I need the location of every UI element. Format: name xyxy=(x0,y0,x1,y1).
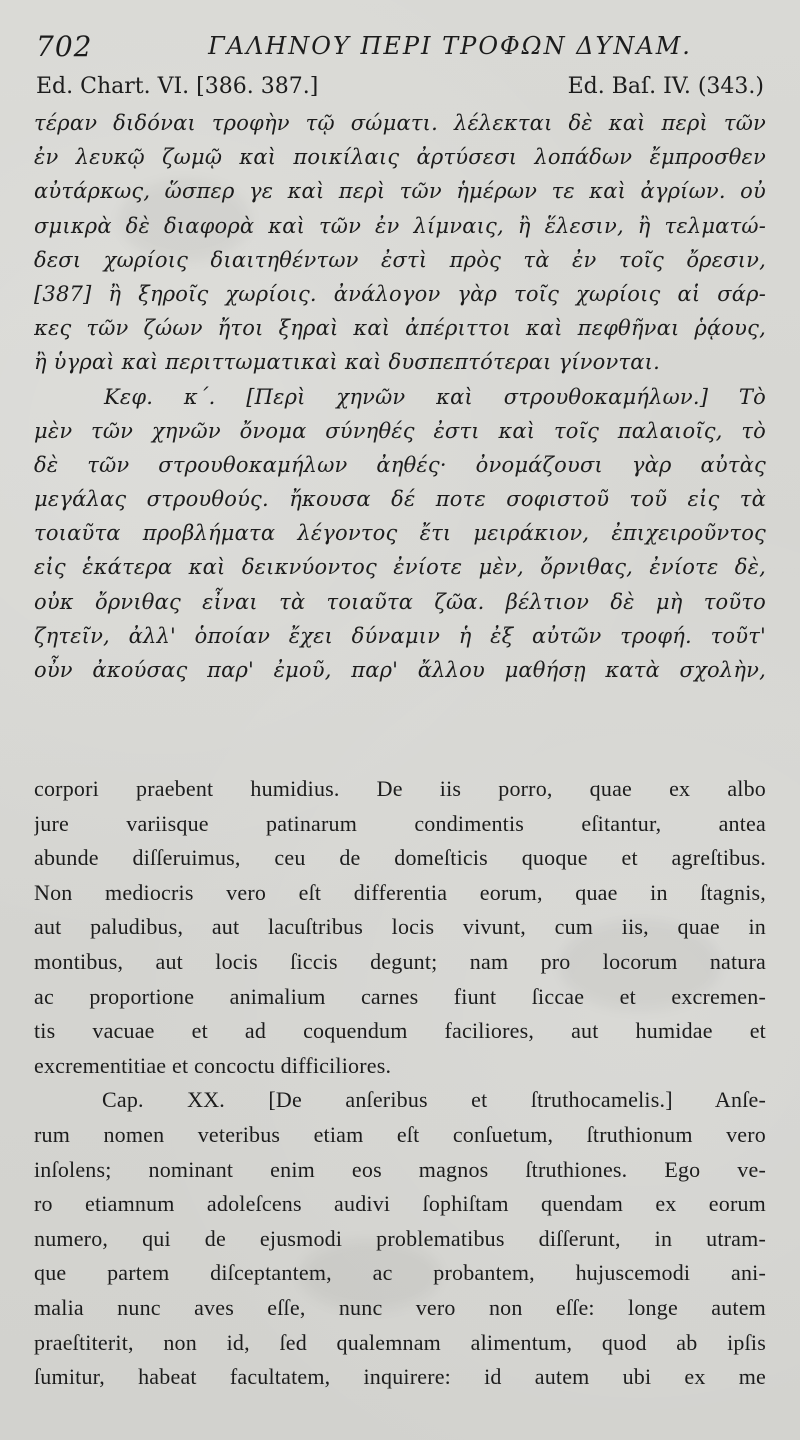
running-head xyxy=(36,26,764,66)
greek-text-line: δεσι χωρίοις διαιτηθέντων ἐστὶ πρὸς τὰ ἐν τοῖς ὄρεσιν, xyxy=(34,247,766,272)
greek-text-line: ἐν λευκῷ ζωμῷ καὶ ποικίλαις ἀρτύσεσι λοπάδων ἔμπροσθεν xyxy=(34,145,766,170)
latin-text-line: aut paludibus, aut lacuſtribus locis vivunt, cum iis, quae in xyxy=(34,914,766,940)
latin-text-line: rum nomen veteribus etiam eſt conſuetum, ſtruthionum vero xyxy=(34,1121,766,1147)
greek-text-line: οὖν ἀκούσας παρ' ἐμοῦ, παρ' ἄλλου μαθήσῃ κατὰ σχολὴν, xyxy=(34,658,766,682)
greek-text-line: δὲ τῶν στρουθοκαμήλων ἀηθές· ὀνομάζουσι γὰρ αὐτὰς xyxy=(34,452,766,477)
greek-text-line: ἢ ὑγραὶ καὶ περιττωματικαὶ καὶ δυσπεπτότεραι γίνονται. xyxy=(34,350,660,375)
greek-text-block xyxy=(34,106,766,687)
greek-text-line: μὲν τῶν χηνῶν ὄνομα σύνηθές ἐστι καὶ τοῖς παλαιοῖς, τὸ xyxy=(34,418,766,443)
greek-text-line: εἰς ἑκάτερα καὶ δεικνύοντος ἐνίοτε μὲν, ὄρνιθας, ἐνίοτε δὲ, xyxy=(34,555,766,580)
greek-text-line: τοιαῦτα προβλήματα λέγοντος ἔτι μειράκιον, ἐπιχειροῦντος xyxy=(34,521,766,546)
latin-text-line: Non mediocris vero eſt differentia eorum, quae in ſtagnis, xyxy=(34,879,766,905)
latin-chapter-heading-line: Cap. XX. [De anſeribus et ſtruthocamelis.] Anſe- xyxy=(102,1087,766,1113)
latin-text-line: malia nunc aves eſſe, nunc vero non eſſe: longe autem xyxy=(34,1294,766,1320)
greek-text-line: [387] ἢ ξηροῖς χωρίοις. ἀνάλογον γὰρ τοῖς χωρίοις αἱ σάρ- xyxy=(34,281,766,306)
latin-text-line: montibus, aut locis ſiccis degunt; nam pro locorum natura xyxy=(34,948,766,974)
latin-text-line: excrementitiae et concoctu difficiliores. xyxy=(34,1052,392,1078)
latin-text-block xyxy=(34,772,766,1395)
greek-text-line: μεγάλας στρουθούς. ἤκουσα δέ ποτε σοφιστοῦ τοῦ εἰς τὰ xyxy=(34,487,766,512)
greek-running-title: ΓΑΛΗΝΟΥ ΠΕΡΙ ΤΡΟΦΩΝ ΔΥΝΑΜ. xyxy=(208,32,692,60)
latin-text-line: abunde diſſeruimus, ceu de domeſticis quoque et agreſtibus. xyxy=(34,845,766,871)
latin-text-line: praeſtiterit, non id, ſed qualemnam alimentum, quod ab ipſis xyxy=(34,1329,766,1355)
latin-text-line: jure variisque patinarum condimentis eſitantur, antea xyxy=(34,810,766,836)
latin-text-line: ro etiamnum adoleſcens audivi ſophiſtam quendam ex eorum xyxy=(34,1191,766,1217)
edition-basel-reference: Ed. Baſ. IV. (343.) xyxy=(567,74,764,99)
edition-chart-reference: Ed. Chart. VI. [386. 387.] xyxy=(36,74,319,99)
latin-text-line: corpori praebent humidius. De iis porro, quae ex albo xyxy=(34,776,766,801)
greek-text-line: αὐτάρκως, ὥσπερ γε καὶ περὶ τῶν ἡμέρων τε καὶ ἀγρίων. οὐ xyxy=(34,179,766,204)
edition-reference-line xyxy=(36,74,764,104)
greek-chapter-heading-line: Κεφ. κ΄. [Περὶ χηνῶν καὶ στρουθοκαμήλων.] Τὸ xyxy=(104,384,766,409)
page-number: 702 xyxy=(36,30,93,63)
latin-text-line: inſolens; nominant enim eos magnos ſtruthiones. Ego ve- xyxy=(34,1156,766,1182)
greek-text-line: κες τῶν ζώων ἤτοι ξηραὶ καὶ ἀπέριττοι καὶ πεφθῆναι ῥᾴους, xyxy=(34,316,766,341)
latin-text-line: ſumitur, habeat facultatem, inquirere: id autem ubi ex me xyxy=(34,1364,766,1390)
latin-text-line: numero, qui de ejusmodi problematibus diſſerunt, in utram- xyxy=(34,1225,766,1251)
latin-text-line: que partem diſceptantem, ac probantem, hujuscemodi ani- xyxy=(34,1260,766,1286)
latin-text-line: ac proportione animalium carnes fiunt ſiccae et excremen- xyxy=(34,983,766,1009)
greek-text-line: ζητεῖν, ἀλλ' ὁποίαν ἔχει δύναμιν ἡ ἐξ αὐτῶν τροφή. τοῦτ' xyxy=(34,623,766,648)
latin-text-line: tis vacuae et ad coquendum faciliores, aut humidae et xyxy=(34,1018,766,1044)
greek-text-line: οὐκ ὄρνιθας εἶναι τὰ τοιαῦτα ζῶα. βέλτιον δὲ μὴ τοῦτο xyxy=(34,589,766,614)
bleed-through-text xyxy=(34,700,766,732)
greek-text-line: τέραν διδόναι τροφὴν τῷ σώματι. λέλεκται δὲ καὶ περὶ τῶν xyxy=(34,111,766,135)
greek-text-line: σμικρὰ δὲ διαφορὰ καὶ τῶν ἐν λίμναις, ἢ ἕλεσιν, ἢ τελματώ- xyxy=(34,213,766,238)
